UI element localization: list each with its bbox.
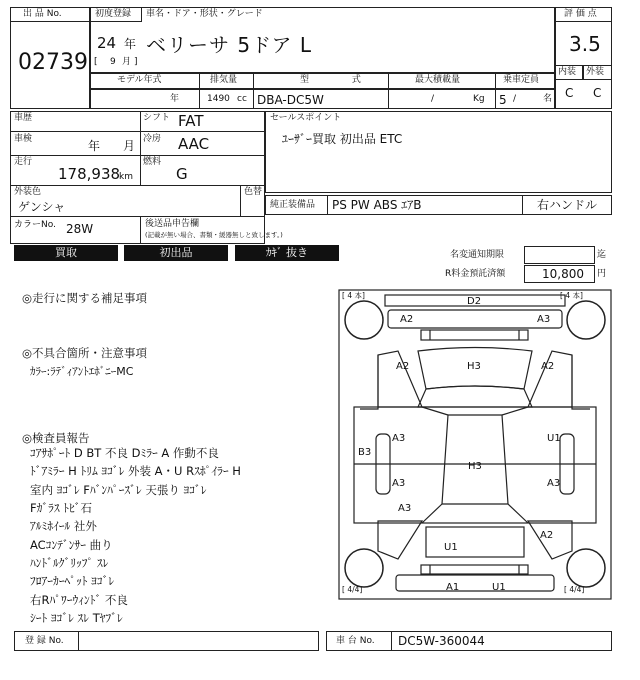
divider	[391, 631, 392, 651]
mark-right-rear-quarter: A2	[540, 530, 554, 541]
mark-front-left: A2	[400, 314, 414, 325]
mileage-unit: km	[119, 172, 133, 182]
car-name: ベリーサ 5ドア L	[146, 33, 312, 57]
inspector-line: ｱﾙﾐﾎｲｰﾙ 社外	[30, 519, 97, 533]
score-label: 評 価 点	[564, 9, 597, 19]
divider	[10, 131, 265, 132]
diagram-frame	[339, 290, 611, 599]
displacement-label: 排気量	[210, 75, 238, 85]
sales-point-text: ﾕｰｻﾞｰ買取 初出品 ETC	[282, 132, 403, 146]
divider	[140, 111, 141, 186]
type-label: 型 式	[300, 75, 361, 85]
inspector-line: ｺｱｻﾎﾟｰﾄ D BT 不良 Dﾐﾗｰ A 作動不良	[30, 446, 219, 460]
mark-left-door-rear: A3	[392, 478, 406, 489]
handle-position: 右ハンドル	[537, 198, 598, 212]
inspector-report-title: ◎検査員報告	[22, 431, 90, 445]
driving-notes-title: ◎走行に関する補足事項	[22, 291, 148, 305]
era-year: 24	[97, 34, 117, 52]
lot-label: 出 品 No.	[23, 9, 62, 19]
capacity-label: 乗車定員	[503, 75, 540, 85]
mark-left-front-fender: A2	[396, 361, 410, 372]
color-no-label: カラーNo.	[14, 220, 56, 230]
max-load-label: 最大積載量	[415, 75, 461, 85]
mark-rear-bumper-right: U1	[492, 582, 506, 593]
sales-point-label: セールスポイント	[270, 113, 342, 123]
max-load-unit: Kg	[473, 94, 485, 104]
month: 9	[110, 57, 116, 67]
mileage-label: 走行	[14, 157, 33, 167]
inspector-line: ﾌﾛｱｰｶｰﾍﾟｯﾄ ﾖｺﾞﾚ	[30, 574, 115, 588]
divider	[495, 73, 496, 109]
color-no-value: 28W	[66, 222, 94, 236]
tag-first-listing: 初出品	[124, 245, 228, 261]
post-reg-note: (記載が無い場合、書類・緩器無しと致します。)	[145, 231, 283, 239]
model-year-label: モデル年式	[117, 75, 162, 85]
exterior-grade: C	[593, 86, 602, 100]
tag-kaitori: 買取	[14, 245, 118, 261]
divider	[10, 155, 265, 156]
mark-right-door-front: U1	[547, 433, 561, 444]
inspector-line: ﾊﾝﾄﾞﾙｸﾞﾘｯﾌﾟ ｽﾚ	[30, 556, 109, 570]
recycle-unit: 円	[597, 269, 607, 279]
equipment-label: 純正装備品	[270, 200, 316, 210]
divider	[10, 185, 265, 186]
divider	[327, 195, 328, 215]
capacity-value: 5	[499, 93, 507, 107]
month-bracket-close: ]	[134, 57, 138, 67]
name-change-unit: 迄	[597, 250, 607, 260]
divider	[199, 73, 200, 109]
model-code: DBA-DC5W	[257, 93, 324, 107]
lot-number: 02739	[18, 50, 88, 75]
divider	[78, 631, 79, 651]
mark-rear-gate: U1	[444, 542, 458, 553]
mark-left-sill: B3	[358, 447, 372, 458]
divider	[388, 73, 389, 109]
recycle-amount: 10,800	[542, 267, 584, 281]
inspector-line: ACｺﾝﾃﾞﾝｻｰ 曲り	[30, 538, 113, 552]
car-damage-diagram	[338, 289, 612, 600]
mark-right-door-rear: A3	[547, 478, 561, 489]
mark-roof: H3	[468, 461, 482, 472]
inspector-line: Fｶﾞﾗｽ ﾄﾋﾞ石	[30, 501, 93, 515]
mark-left-rear-quarter: A3	[398, 503, 412, 514]
chassis-number: DC5W-360044	[398, 634, 485, 648]
inspector-line: ﾄﾞｱﾐﾗｰ H ﾄﾘﾑ ﾖｺﾞﾚ 外装 A・U Rｽﾎﾟｲﾗｰ H	[30, 464, 241, 478]
inspector-line: 右Rﾊﾟﾜｰｳｨﾝﾄﾞ 不良	[30, 593, 128, 607]
divider	[240, 186, 241, 216]
chassis-label: 車 台 No.	[336, 636, 375, 646]
car-label: 車名・ドア・形状・グレード	[146, 9, 263, 19]
equipment-items: PS PW ABS ｴｱB	[332, 198, 422, 212]
tire-count-fl: [ 4 本]	[342, 291, 365, 300]
ac-value: AAC	[178, 135, 210, 153]
inspector-line: 室内 ﾖｺﾞﾚ Fﾊﾞﾝﾊﾟｰｽﾞﾚ 天張り ﾖｺﾞﾚ	[30, 483, 207, 497]
tire-count-rr: [ 4/4]	[564, 585, 585, 594]
mark-front-right: A3	[537, 314, 551, 325]
model-year-unit: 年	[170, 94, 180, 104]
inspection-label: 車検	[14, 134, 33, 144]
tag-key-removed: ｶｷﾞ 抜き	[235, 245, 339, 261]
inspection-year-unit: 年	[88, 139, 101, 153]
tire-count-rl: [ 4/4]	[342, 585, 363, 594]
post-reg-label: 後送品申告欄	[145, 219, 200, 229]
month-unit: 月	[122, 57, 132, 67]
reg-no-label: 登 録 No.	[25, 636, 64, 646]
defect-notes-title: ◎不具合箇所・注意事項	[22, 346, 148, 360]
mark-left-door-front: A3	[392, 433, 406, 444]
color-value: ゲンシャ	[18, 200, 66, 214]
displacement-unit: cc	[237, 94, 247, 104]
fuel-value: G	[176, 165, 188, 183]
divider	[10, 216, 265, 217]
capacity-slash: /	[513, 94, 517, 104]
interior-label: 内装	[558, 67, 577, 77]
mileage-value: 178,938	[58, 165, 121, 183]
inspector-line: ｼｰﾄ ﾖｺﾞﾚ ｽﾚ Tﾔﾌﾞﾚ	[30, 611, 123, 625]
divider	[253, 73, 254, 109]
score-box	[555, 7, 612, 109]
history-label: 車歴	[14, 113, 33, 123]
fuel-label: 燃料	[143, 157, 162, 167]
recycle-label: R料金預託済額	[445, 269, 506, 279]
mark-hood: H3	[467, 361, 481, 372]
sales-point-box	[265, 111, 612, 193]
shift-value: FAT	[178, 112, 204, 130]
mark-rear-bumper-left: A1	[446, 582, 460, 593]
score-value: 3.5	[569, 32, 601, 56]
divider	[140, 216, 141, 244]
divider	[522, 195, 523, 215]
inspection-month-unit: 月	[123, 139, 136, 153]
first-reg-label: 初度登録	[95, 9, 132, 19]
mark-right-front-fender: A2	[541, 361, 555, 372]
shift-label: シフト	[143, 113, 171, 123]
name-change-box	[524, 246, 595, 264]
tire-count-fr: [ 4 本]	[560, 291, 583, 300]
year-unit: 年	[124, 37, 137, 51]
capacity-unit: 名	[543, 94, 553, 104]
ac-label: 冷房	[143, 134, 162, 144]
month-bracket-open: [	[94, 57, 98, 67]
mark-front-top: D2	[467, 296, 482, 307]
defect-line: ｶﾗｰ:ﾗﾃﾞｨｱﾝﾄｴﾎﾞﾆｰMC	[30, 365, 134, 378]
color-label: 外装色	[14, 187, 42, 197]
interior-grade: C	[565, 86, 574, 100]
displacement-value: 1490	[207, 94, 230, 104]
max-load-slash: /	[431, 94, 435, 104]
exterior-label: 外装	[586, 67, 605, 77]
color-change-label: 色替	[244, 187, 263, 197]
name-change-label: 名変通知期限	[450, 250, 505, 260]
